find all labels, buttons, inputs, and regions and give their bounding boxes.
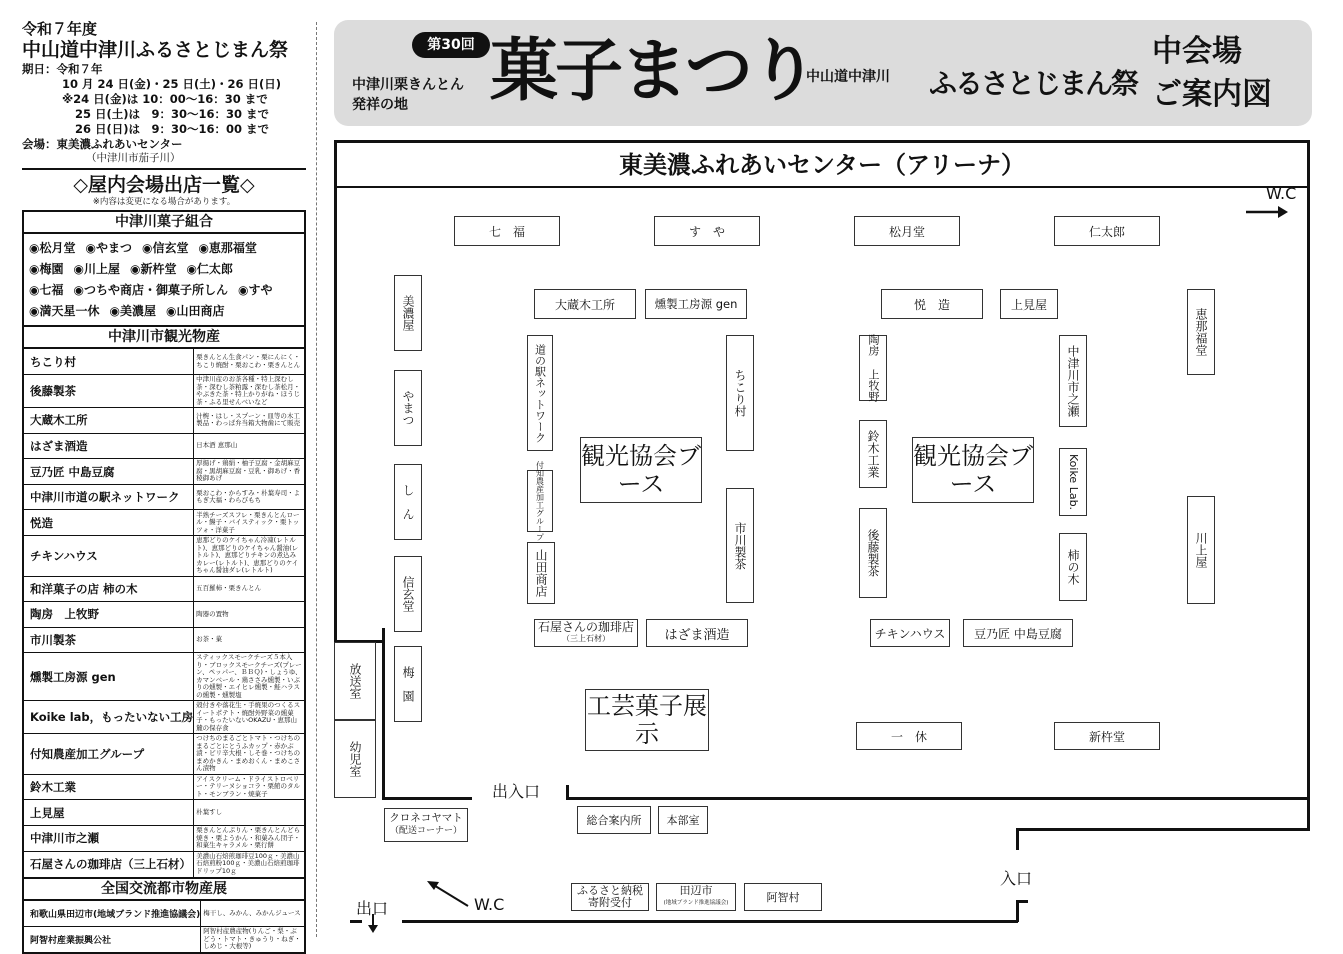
- booth-honbu: 本部室: [658, 806, 708, 834]
- banner-main-title: 菓子まつり: [490, 31, 816, 111]
- booth-toubou: 陶房 上牧野: [859, 335, 887, 401]
- kashi-member: ◉やまつ: [85, 241, 132, 255]
- vendor-name: 陶房 上牧野: [24, 602, 194, 628]
- booth-nitaro: 仁太郎: [1054, 216, 1160, 246]
- vendor-products: アイスクリーム・ドライストロベリー・テリーヌショコラ・栗館のタルト・モンブラン・焼菓子: [194, 774, 304, 800]
- booth-ookura: 大蔵木工所: [534, 289, 636, 319]
- event-info-panel: [22, 20, 306, 954]
- vendor-products: 阿智村産農産物(りんご・梨・ぶどう・トマト・きゅうり・ねぎ・しめじ・大根等): [203, 927, 301, 951]
- kashi-member: ◉すや: [237, 283, 273, 297]
- table-row: [24, 653, 304, 701]
- room-housou: 放送室: [334, 642, 376, 720]
- booth-enafukudo: 恵那福堂: [1187, 289, 1215, 375]
- booth-tanabe: [656, 883, 736, 911]
- year-label: 令和７年度: [22, 20, 98, 38]
- booth-shin: し ん: [394, 464, 422, 540]
- booth-shingendo: 信玄堂: [394, 556, 422, 632]
- vendor-products: お茶・菓: [194, 627, 304, 653]
- kashi-member: ◉つちや商店・御菓子所しん: [73, 283, 228, 297]
- wall-title-divider: [334, 186, 1310, 188]
- wall-exit-cap: [1016, 900, 1028, 903]
- table-row: [24, 774, 304, 800]
- banner-tagline-1: 中津川栗きんとん: [352, 77, 464, 93]
- vendor-name: ちこり村: [24, 349, 194, 375]
- table-row: [24, 734, 304, 775]
- vendor-name: 阿智村産業振興公社: [24, 926, 201, 952]
- vendor-products: 栗きんとん生食パン・栗にんにく・ちこり焼酎・栗おこわ・栗きんとん: [194, 349, 304, 375]
- booth-kamimiya: 上見屋: [1000, 289, 1058, 319]
- table-row: [24, 349, 304, 375]
- vendor-name: 大蔵木工所: [24, 408, 194, 434]
- wc-label-right: W.C: [1266, 184, 1297, 203]
- booth-ishiya-label: 石屋さんの珈琲店: [537, 620, 634, 634]
- kashi-member: ◉美濃屋: [109, 304, 156, 318]
- dates-label: 期日：令和７年: [22, 62, 103, 76]
- table-row: [24, 408, 304, 434]
- vendor-name: 和洋菓子の店 柿の木: [24, 576, 194, 602]
- vendor-name: 市川製茶: [24, 627, 194, 653]
- booth-koike: Koike Lab.: [1059, 448, 1087, 516]
- vendor-name: 悦造: [24, 510, 194, 536]
- vendor-name: 石屋さんの珈琲店（三上石材）: [24, 851, 194, 877]
- vendor-products: 美濃山石焙煎珈琲豆100ｇ・美濃山石焙煎粉100ｇ・美濃山石焙煎珈琲ドリップ10ｇ: [196, 851, 300, 875]
- booth-kuroneko-label: クロネコヤマト: [389, 812, 463, 824]
- kashi-member: ◉七福: [29, 283, 64, 297]
- table-row: [24, 375, 304, 408]
- table-row: [24, 459, 304, 485]
- table-row: [24, 602, 304, 628]
- booth-ishiya: [534, 619, 638, 647]
- booth-gotou: 後藤製茶: [859, 508, 887, 598]
- vendor-products: 朴葉すし: [194, 800, 304, 826]
- banner-road-logo: 中山道中津川: [806, 69, 890, 85]
- banner-venue: 中会場: [1152, 34, 1242, 69]
- booth-kakinoki: 柿の木: [1059, 533, 1087, 601]
- entrance-exit-label: 出入口: [492, 782, 541, 801]
- wall-outer-stub: [350, 920, 362, 923]
- booth-kawakamiya: 川上屋: [1187, 496, 1215, 604]
- table-row: [24, 926, 304, 952]
- booth-chicken: チキンハウス: [870, 619, 950, 647]
- table-row: [24, 576, 304, 602]
- table-row: [24, 800, 304, 826]
- booth-furusato-line2: 寄附受付: [588, 896, 632, 909]
- vendor-name: Koike lab，もったいない工房: [24, 701, 194, 734]
- edition-badge: 第30回: [412, 32, 490, 58]
- kashi-member: ◉恵那福堂: [198, 241, 257, 255]
- vendor-products: 栗きんとんぷりん・栗きんとんどら焼き・栗ようかん・和菓みん団子・和菓生キャラメル・栗行餅: [194, 826, 304, 852]
- kashi-row: [29, 280, 299, 301]
- exit-label: 出口: [356, 899, 389, 918]
- vendor-list: [22, 210, 306, 954]
- wall-left: [334, 140, 337, 642]
- booth-ichikawa: 市川製茶: [726, 488, 754, 603]
- door-post: [566, 785, 569, 799]
- header-divider: [22, 168, 306, 170]
- vendor-name: 後藤製茶: [24, 375, 194, 408]
- vendor-products: 中津川産のお茶各種・特上深むし茶・深むし茶粕露・深むし茶松月・やぶきた茶・特上かりがね・ほうじ茶・ふる里せんべいなど: [194, 375, 304, 408]
- booth-achi: 阿智村: [744, 883, 822, 911]
- wall-bottom-left: [382, 797, 472, 800]
- event-title: 中山道中津川ふるさとじまん祭: [22, 39, 289, 61]
- table-row: [24, 901, 304, 927]
- vendor-name: 鈴木工業: [24, 774, 194, 800]
- booth-hazama: はざま酒造: [646, 619, 748, 647]
- room-youji: 幼児室: [334, 720, 376, 798]
- booth-ishiya-sub: （三上石材）: [562, 634, 610, 643]
- column-divider: [316, 22, 317, 937]
- vendor-products: 日本酒 恵那山: [194, 433, 304, 459]
- section-title-kashi: 中津川菓子組合: [24, 212, 304, 234]
- vendor-name: 和歌山県田辺市(地域ブランド推進協議会): [24, 901, 201, 927]
- booth-furusato: [571, 883, 649, 911]
- venue-label: 会場：東美濃ふれあいセンター: [22, 137, 183, 151]
- venue-sub: （中津川市茄子川）: [86, 152, 181, 164]
- banner-tagline-2: 発祥の地: [352, 97, 408, 113]
- vendor-products: 陶器の置物: [194, 602, 304, 628]
- booth-tsukechi: 付知農産加工グループ: [527, 470, 553, 532]
- vendor-name: 中津川市道の駅ネットワーク: [24, 484, 194, 510]
- vendor-products: 栗おこわ・からすみ・朴葉寿司・よもぎ大福・わらびもち: [194, 484, 304, 510]
- table-row: [24, 433, 304, 459]
- section-title-zenkoku: 全国交流都市物産展: [24, 877, 304, 901]
- vendor-products: 恵那どりのケイちゃん冷凍(レトルト)、恵那どりのケイちゃん醤油(レトルト)、恵那どりチキンの煮込みカレー(レトルト)、恵那どりのケイちゃん醤油ダレ(レトルト): [194, 536, 304, 577]
- vendor-products: 厚揚げ・鶏絹・柚子豆腐・金胡麻豆腐・黒胡麻豆腐・豆乳・御あげ・香稜御あげ: [194, 459, 304, 485]
- booth-kankou-right: 観光協会ブース: [912, 437, 1034, 503]
- table-row: [24, 701, 304, 734]
- table-row: [24, 851, 304, 877]
- kashi-member: ◉信玄堂: [141, 241, 189, 255]
- arrow-down-icon: [366, 914, 380, 934]
- banner: [334, 20, 1312, 126]
- vendor-name: チキンハウス: [24, 536, 194, 577]
- hours-25: 25 日(土)は 9：30〜16：30 まで: [75, 107, 270, 121]
- zenkoku-table: [24, 901, 304, 952]
- booth-ichinose: 中津川市之瀬: [1059, 335, 1087, 427]
- vendor-products: スティックスモークチーズ５本入り・ブロックスモークチーズ(プレーン、ペッパー、ＢＢＱ)・しょうゆ、カマンベール・鶏ささみ燻製・いぶりの燻製・エイヒレ燻製・鮭ハラスの燻製・燻製塩: [194, 653, 304, 701]
- vendor-name: 上見屋: [24, 800, 194, 826]
- kashi-row: [29, 259, 299, 280]
- table-row: [24, 826, 304, 852]
- list-title: ◇屋内会場出店一覧◇: [73, 174, 255, 196]
- arrow-right-icon: [1244, 200, 1290, 226]
- booth-kuroneko: [384, 808, 468, 842]
- booth-etsuzou: 悦 造: [881, 289, 983, 319]
- wall-top: [334, 140, 1310, 143]
- vendor-products: 汁椀・はし・スプーン・皿等の木工製品・わっぱ弁当箱大物歯にて販売: [194, 408, 304, 434]
- booth-yamada: 山田商店: [527, 542, 555, 604]
- kashi-member: ◉仁太郎: [186, 262, 233, 276]
- booth-michinoeki: 道の駅ネットワーク: [527, 335, 553, 451]
- booth-tofu: 豆乃匠 中島豆腐: [963, 619, 1073, 647]
- booth-kankou-left: 観光協会ブース: [580, 437, 702, 503]
- kankou-table: [24, 349, 304, 877]
- vendor-products: 半熟チーズスフレ・栗きんとんロール・饅子・バイスティック・栗トッツォ・洋菓子: [194, 510, 304, 536]
- wall-entry: [1016, 828, 1310, 831]
- booth-tanabe-label: 田辺市: [679, 884, 713, 897]
- booth-sougou: 総合案内所: [577, 806, 651, 834]
- booth-shinkineido: 新杵堂: [1054, 722, 1160, 750]
- booth-kunsei: 燻製工房源 gen: [645, 289, 747, 319]
- list-note: ※内容は変更になる場合があります。: [92, 197, 236, 207]
- booth-chikorimura: ちこり村: [726, 335, 754, 451]
- booth-shichifuku: 七 福: [454, 216, 560, 246]
- table-row: [24, 510, 304, 536]
- kashi-member: ◉新杵堂: [129, 262, 177, 276]
- booth-suya: す や: [654, 216, 760, 246]
- wall-entry-post: [1016, 828, 1019, 850]
- booth-furusato-line1: ふるさと納税: [577, 884, 643, 897]
- booth-umezono: 梅 園: [394, 646, 422, 722]
- table-row: [24, 484, 304, 510]
- wall-exit-post: [1016, 900, 1019, 922]
- arrow-upleft-icon: [424, 878, 472, 910]
- kashi-member: ◉梅園: [29, 262, 64, 276]
- section-title-kankou: 中津川市観光物産: [24, 327, 304, 349]
- vendor-products: 梅干し、みかん、みかんジュース: [201, 901, 304, 927]
- wall-right: [1307, 140, 1310, 830]
- kashi-member: ◉川上屋: [73, 262, 120, 276]
- vendor-products: 五百羅柿・栗きんとん: [194, 576, 304, 602]
- banner-festival-logo: ふるさとじまん祭: [929, 67, 1138, 100]
- wall-bottom-right: [566, 797, 1310, 800]
- booth-minoya: 美濃屋: [394, 275, 422, 351]
- table-row: [24, 536, 304, 577]
- vendor-name: 豆乃匠 中島豆腐: [24, 459, 194, 485]
- vendor-name: はざま酒造: [24, 433, 194, 459]
- booth-ikkyu: 一 休: [856, 722, 962, 750]
- hours-24: ※24 日(金)は 10：00〜16：30 まで: [62, 92, 268, 106]
- wall-outer-bottom: [402, 920, 1018, 923]
- wc-label-bottom: W.C: [474, 895, 505, 914]
- booth-tanabe-sub: (地域ブランド推進協議会): [663, 900, 729, 906]
- table-row: [24, 627, 304, 653]
- vendor-products: 殻付きや落花生・手焼果のつくるスイートポテト・焼酎外野菜の燻菓子・もったいないOKAZU・恵那山麓の保存食: [194, 701, 304, 734]
- vendor-name: 付知農産加工グループ: [24, 734, 194, 775]
- arena-title: 東美濃ふれあいセンター（アリーナ）: [618, 151, 1026, 179]
- booth-kuroneko-sub: （配送コーナー）: [389, 826, 462, 836]
- booth-kougei: 工芸菓子展示: [585, 689, 709, 751]
- kashi-grid: [24, 234, 304, 327]
- kashi-row: [29, 238, 299, 259]
- booth-shougetsudo: 松月堂: [854, 216, 960, 246]
- vendor-products: つけちのまるごとトマト・つけちのまるごとにとうふカップ・赤かぶ漬・ピリ辛大根・しそ巻・つけちのまめかきん・まめおくん・まめこさん漬物: [194, 734, 304, 775]
- entrance-label: 入口: [1000, 869, 1033, 888]
- kashi-member: ◉満天星一休: [29, 304, 100, 318]
- vendor-name: 中津川市之瀬: [24, 826, 194, 852]
- banner-guide-map: ご案内図: [1152, 77, 1272, 112]
- hours-26: 26 日(日)は 9：30〜16：00 まで: [75, 122, 270, 136]
- kashi-member: ◉松月堂: [29, 241, 76, 255]
- booth-suzuki: 鈴木工業: [859, 420, 887, 488]
- wall-inner-left: [382, 628, 385, 798]
- kashi-member: ◉山田商店: [165, 304, 225, 318]
- kashi-row: [29, 301, 299, 322]
- dates-main: 10 月 24 日(金)・25 日(土)・26 日(日): [62, 77, 282, 91]
- booth-yamatsu: やまつ: [394, 370, 422, 446]
- vendor-name: 燻製工房源 gen: [24, 653, 194, 701]
